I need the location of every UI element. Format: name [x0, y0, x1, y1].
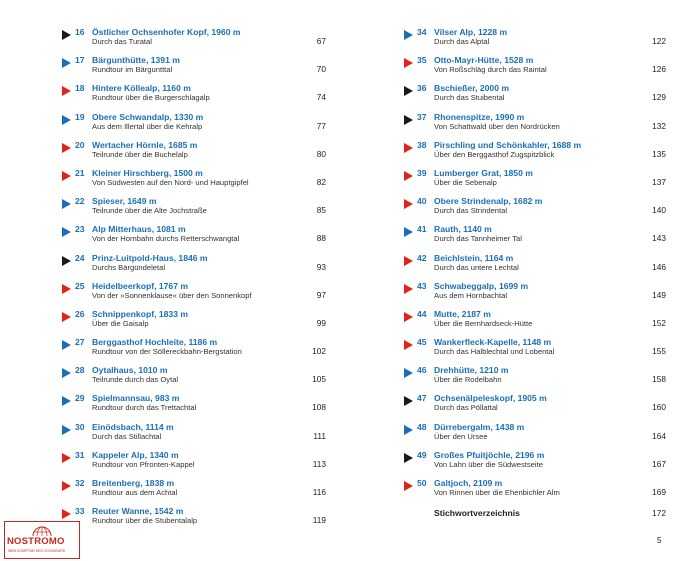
- entry-name: Östlicher Ochsenhofer Kopf: [92, 27, 207, 37]
- toc-entry[interactable]: [404, 365, 666, 393]
- entry-altitude: 1081 m: [156, 224, 186, 235]
- entry-number: 27: [75, 337, 85, 348]
- entry-subtitle: Von Lahn über die Südwestseite: [434, 459, 543, 469]
- entry-subtitle: Über die Rodelbahn: [434, 375, 502, 385]
- entry-name: Otto-Mayr-Hütte: [434, 55, 500, 66]
- toc-column-left: [62, 27, 326, 534]
- entry-page-number: 152: [652, 317, 666, 328]
- toc-entry[interactable]: [404, 337, 666, 365]
- entry-name: Beichlstein: [434, 252, 480, 263]
- entry-subtitle: Über die Sebenalp: [434, 177, 497, 187]
- route-marker-triangle-icon: [62, 368, 71, 378]
- entry-altitude: 1699 m: [498, 280, 529, 291]
- entry-number: 18: [75, 83, 85, 94]
- entry-altitude: 2187 m: [461, 308, 491, 319]
- route-marker-triangle-icon: [62, 30, 71, 40]
- entry-subtitle: Von der »Sonnenklause« über den Sonnenkopf: [92, 290, 252, 300]
- entry-number: 44: [417, 308, 427, 319]
- entry-altitude: 2196 m: [515, 449, 545, 460]
- entry-name: Kappeler Alp: [92, 449, 145, 460]
- entry-page-number: 129: [652, 92, 666, 103]
- entry-name: Schnippenkopf: [92, 308, 155, 319]
- entry-subtitle: Durch das Turatal: [92, 37, 152, 46]
- route-marker-triangle-icon: [404, 481, 413, 491]
- entry-number: 50: [417, 478, 427, 488]
- entry-number: 31: [75, 449, 85, 460]
- entry-altitude: 1960 m: [211, 27, 241, 37]
- entry-page-number: 146: [652, 261, 666, 272]
- entry-subtitle: Rundtour über die Burgerschlagalp: [92, 93, 210, 103]
- entry-title: Großes Pfuitjöchle, 2196 m: [434, 449, 545, 460]
- route-marker-triangle-icon: [62, 340, 71, 350]
- toc-entry[interactable]: [62, 168, 326, 196]
- entry-subtitle: Durch das Strindental: [434, 206, 508, 216]
- toc-entry[interactable]: [62, 365, 326, 393]
- entry-name: Hintere Köllealp: [92, 83, 158, 94]
- index-entry[interactable]: [404, 508, 666, 524]
- entry-page-number: 102: [312, 346, 326, 357]
- entry-name: Obere Strindenalp: [434, 196, 509, 207]
- entry-page-number: 82: [316, 176, 326, 187]
- entry-title: Pirschling und Schönkahler, 1688 m: [434, 139, 582, 150]
- entry-page-number: 149: [652, 289, 666, 300]
- entry-altitude: 1767 m: [158, 280, 189, 291]
- entry-name: Berggasthof Hochleite: [92, 337, 184, 348]
- entry-subtitle: Teilrunde durch das Oytal: [92, 375, 179, 385]
- entry-subtitle: Über die Gaisalp: [92, 318, 149, 328]
- entry-page-number: 97: [316, 289, 326, 300]
- entry-subtitle: Rundtour von Pfronten-Kappel: [92, 459, 195, 469]
- entry-title: Reuter Wanne, 1542 m: [92, 506, 184, 517]
- toc-entry[interactable]: [62, 337, 326, 365]
- entry-subtitle: Über den Ursee: [434, 431, 488, 441]
- entry-number: 23: [75, 224, 85, 235]
- entry-page-number: 158: [652, 374, 666, 385]
- route-marker-triangle-icon: [404, 227, 413, 237]
- index-page-number: 172: [652, 508, 666, 518]
- entry-altitude: 1438 m: [495, 421, 525, 432]
- entry-title: Schwabeggalp, 1699 m: [434, 280, 529, 291]
- entry-number: 29: [75, 393, 85, 404]
- entry-name: Oytalhaus: [92, 365, 134, 376]
- entry-altitude: 1210 m: [479, 365, 509, 376]
- entry-title: Hintere Köllealp, 1160 m: [92, 83, 191, 94]
- route-marker-triangle-icon: [404, 453, 413, 463]
- route-marker-triangle-icon: [404, 312, 413, 322]
- entry-subtitle: Durchs Bärgündeletal: [92, 262, 166, 272]
- entry-altitude: 1160 m: [162, 83, 191, 94]
- route-marker-triangle-icon: [62, 227, 71, 237]
- entry-altitude: 1500 m: [173, 167, 203, 178]
- entry-page-number: 169: [652, 487, 666, 497]
- entry-altitude: 1685 m: [168, 139, 198, 150]
- entry-name: Großes Pfuitjöchle: [434, 449, 511, 460]
- entry-title: Einödsbach, 1114 m: [92, 421, 174, 432]
- entry-page-number: 77: [316, 120, 326, 131]
- entry-title: Bärgunthütte, 1391 m: [92, 55, 180, 66]
- toc-entry[interactable]: [62, 224, 326, 252]
- entry-page-number: 113: [312, 458, 326, 469]
- entry-subtitle: Durch das Alptal: [434, 37, 490, 46]
- entry-altitude: 1010 m: [138, 365, 168, 376]
- entry-page-number: 80: [316, 148, 326, 159]
- entry-title: Ochsenälpeleskopf, 1905 m: [434, 393, 547, 404]
- entry-title: Oytalhaus, 1010 m: [92, 365, 168, 376]
- entry-altitude: 1850 m: [503, 167, 533, 178]
- entry-title: Kleiner Hirschberg, 1500 m: [92, 167, 203, 178]
- toc-entry[interactable]: [404, 224, 666, 252]
- toc-entry[interactable]: [62, 55, 326, 83]
- route-marker-triangle-icon: [404, 115, 413, 125]
- entry-page-number: 135: [652, 148, 666, 159]
- toc-entry[interactable]: [404, 422, 666, 450]
- toc-entry[interactable]: [404, 27, 666, 55]
- entry-name: Bärgunthütte: [92, 55, 146, 66]
- route-marker-triangle-icon: [404, 30, 413, 40]
- entry-title: Schnippenkopf, 1833 m: [92, 308, 189, 319]
- entry-name: Drehhütte: [434, 365, 475, 376]
- entry-title: Spielmannsau, 983 m: [92, 393, 180, 404]
- entry-altitude: 1833 m: [158, 308, 189, 319]
- entry-altitude: 1846 m: [178, 252, 208, 263]
- entry-subtitle: Aus dem Illertal über die Kehralp: [92, 121, 203, 131]
- entry-name: Kleiner Hirschberg: [92, 167, 169, 178]
- entry-altitude: 1682 m: [513, 196, 543, 207]
- nostromo-logo: [4, 521, 80, 559]
- toc-entry[interactable]: [404, 478, 666, 506]
- route-marker-triangle-icon: [62, 425, 71, 435]
- entry-page-number: 167: [652, 458, 666, 469]
- entry-page-number: 88: [316, 233, 326, 244]
- entry-altitude: 1340 m: [149, 449, 179, 460]
- entry-name: Prinz-Luitpold-Haus: [92, 252, 174, 263]
- entry-number: 42: [417, 252, 427, 263]
- entry-number: 49: [417, 449, 427, 460]
- route-marker-triangle-icon: [404, 340, 413, 350]
- route-marker-triangle-icon: [62, 453, 71, 463]
- entry-altitude: 2000 m: [479, 83, 510, 94]
- entry-page-number: 70: [316, 64, 326, 75]
- entry-subtitle: Rundtour von der Söllereckbahn-Bergstation: [92, 347, 242, 357]
- entry-altitude: 1649 m: [127, 196, 157, 207]
- entry-name: Einödsbach: [92, 421, 141, 432]
- entry-page-number: 164: [652, 430, 666, 441]
- route-marker-triangle-icon: [404, 396, 413, 406]
- entry-page-number: 108: [312, 402, 326, 413]
- entry-title: Spieser, 1649 m: [92, 196, 157, 207]
- entry-title: Obere Schwandalp, 1330 m: [92, 111, 204, 122]
- entry-altitude: 2109 m: [473, 478, 503, 488]
- entry-page-number: 93: [316, 261, 326, 272]
- route-marker-triangle-icon: [62, 143, 71, 153]
- route-marker-triangle-icon: [62, 58, 71, 68]
- entry-name: Vilser Alp: [434, 27, 474, 37]
- entry-subtitle: Teilrunde über die Alte Jochstraße: [92, 206, 207, 216]
- toc-entry[interactable]: [62, 281, 326, 309]
- entry-title: Berggasthof Hochleite, 1186 m: [92, 337, 218, 348]
- toc-entry[interactable]: [62, 27, 326, 55]
- toc-entry[interactable]: [62, 83, 326, 111]
- toc-entry[interactable]: [62, 196, 326, 224]
- route-marker-triangle-icon: [62, 284, 71, 294]
- entry-page-number: 132: [652, 120, 666, 131]
- route-marker-triangle-icon: [62, 86, 71, 96]
- toc-entry[interactable]: [404, 168, 666, 196]
- entry-subtitle: Rundtour im Bärguntttal: [92, 65, 173, 75]
- entry-number: 36: [417, 83, 427, 94]
- entry-number: 35: [417, 55, 427, 66]
- entry-subtitle: Durch das Pöllattal: [434, 403, 498, 413]
- toc-entry[interactable]: [62, 309, 326, 337]
- entry-name: Bschießer: [434, 83, 476, 94]
- toc-entry[interactable]: [404, 55, 666, 83]
- toc-entry[interactable]: [404, 309, 666, 337]
- entry-subtitle: Von Roßschläg durch das Raintal: [434, 65, 547, 75]
- entry-page-number: 116: [312, 487, 326, 497]
- entry-page-number: 140: [652, 205, 666, 216]
- route-marker-triangle-icon: [62, 396, 71, 406]
- route-marker-triangle-icon: [404, 284, 413, 294]
- entry-page-number: 99: [316, 317, 326, 328]
- entry-altitude: 1688 m: [551, 139, 582, 150]
- route-marker-triangle-icon: [404, 143, 413, 153]
- entry-altitude: 1186 m: [188, 337, 218, 348]
- entry-subtitle: Von Rinnen über die Ehenbichler Alm: [434, 488, 560, 497]
- entry-title: Kappeler Alp, 1340 m: [92, 449, 179, 460]
- toc-entry[interactable]: [404, 450, 666, 478]
- entry-altitude: 1228 m: [477, 27, 508, 37]
- entry-name: Wankerfleck-Kapelle: [434, 337, 518, 348]
- entry-subtitle: Von der Hornbahn durchs Retterschwangtal: [92, 234, 240, 244]
- toc-entry[interactable]: [62, 506, 326, 534]
- entry-subtitle: Durch das Halblechtal und Lobental: [434, 347, 555, 357]
- entry-number: 34: [417, 27, 427, 37]
- entry-altitude: 1164 m: [484, 252, 514, 263]
- entry-number: 41: [417, 224, 427, 235]
- toc-entry[interactable]: [404, 140, 666, 168]
- entry-title: Prinz-Luitpold-Haus, 1846 m: [92, 252, 208, 263]
- entry-title: Wertacher Hörnle, 1685 m: [92, 139, 198, 150]
- entry-title: Lumberger Grat, 1850 m: [434, 167, 533, 178]
- entry-page-number: 122: [652, 36, 666, 46]
- entry-altitude: 1542 m: [154, 506, 184, 517]
- entry-number: 22: [75, 196, 85, 207]
- entry-page-number: 105: [312, 374, 326, 385]
- entry-number: 17: [75, 55, 85, 66]
- toc-entry[interactable]: [62, 478, 326, 506]
- entry-title: Heidelbeerkopf, 1767 m: [92, 280, 189, 291]
- entry-page-number: 85: [316, 205, 326, 216]
- entry-page-number: 137: [652, 176, 666, 187]
- entry-name: Galtjoch: [434, 478, 469, 488]
- entry-number: 24: [75, 252, 85, 263]
- toc-column-right: [404, 27, 666, 506]
- toc-entry[interactable]: [62, 422, 326, 450]
- entry-number: 40: [417, 196, 427, 207]
- entry-title: Mutte, 2187 m: [434, 308, 491, 319]
- entry-number: 20: [75, 139, 85, 150]
- entry-title: Östlicher Ochsenhofer Kopf, 1960 m: [92, 27, 241, 37]
- entry-title: Bschießer, 2000 m: [434, 83, 510, 94]
- index-label: Stichwortverzeichnis: [434, 508, 520, 518]
- entry-name: Reuter Wanne: [92, 506, 150, 517]
- entry-number: 38: [417, 139, 427, 150]
- entry-subtitle: Über die Bernhardseck-Hütte: [434, 318, 533, 328]
- toc-entry[interactable]: [62, 450, 326, 478]
- logo-name: NOSTROMO: [7, 536, 65, 547]
- entry-number: 47: [417, 393, 427, 404]
- entry-number: 32: [75, 478, 85, 488]
- route-marker-triangle-icon: [62, 171, 71, 181]
- entry-page-number: 111: [313, 430, 326, 441]
- page-number: 5: [657, 536, 662, 545]
- entry-title: Beichlstein, 1164 m: [434, 252, 514, 263]
- entry-title: Wankerfleck-Kapelle, 1148 m: [434, 337, 552, 348]
- route-marker-triangle-icon: [404, 368, 413, 378]
- entry-page-number: 67: [316, 36, 326, 46]
- toc-entry[interactable]: [62, 112, 326, 140]
- route-marker-triangle-icon: [62, 509, 71, 519]
- route-marker-triangle-icon: [62, 115, 71, 125]
- entry-number: 43: [417, 280, 427, 291]
- entry-name: Lumberger Grat: [434, 167, 499, 178]
- entry-subtitle: Über den Berggasthof Zugspitzblick: [434, 149, 555, 159]
- entry-subtitle: Teilrunde über die Buchelalp: [92, 149, 188, 159]
- entry-title: Rauth, 1140 m: [434, 224, 492, 235]
- entry-number: 21: [75, 167, 85, 178]
- route-marker-triangle-icon: [404, 86, 413, 96]
- entry-number: 33: [75, 506, 85, 517]
- entry-page-number: 160: [652, 402, 666, 413]
- entry-name: Schwabeggalp: [434, 280, 495, 291]
- entry-number: 25: [75, 280, 85, 291]
- route-marker-triangle-icon: [62, 312, 71, 322]
- entry-title: Obere Strindenalp, 1682 m: [434, 196, 543, 207]
- entry-name: Alp Mitterhaus: [92, 224, 152, 235]
- entry-title: Breitenberg, 1838 m: [92, 478, 175, 488]
- entry-name: Rauth: [434, 224, 459, 235]
- globe-icon: [31, 523, 53, 536]
- entry-altitude: 1838 m: [145, 478, 175, 488]
- entry-subtitle: Durch das untere Lechtal: [434, 262, 519, 272]
- entry-page-number: 119: [312, 515, 326, 526]
- entry-number: 16: [75, 27, 85, 37]
- entry-altitude: 1391 m: [150, 55, 180, 66]
- entry-altitude: 1990 m: [495, 111, 525, 122]
- entry-subtitle: Rundtour über die Stubentalalp: [92, 516, 198, 526]
- toc-entry[interactable]: [62, 253, 326, 281]
- entry-number: 37: [417, 111, 427, 122]
- entry-altitude: 983 m: [155, 393, 180, 404]
- route-marker-triangle-icon: [404, 58, 413, 68]
- entry-name: Heidelbeerkopf: [92, 280, 155, 291]
- entry-altitude: 1114 m: [145, 421, 174, 432]
- entry-subtitle: Rundtour durch das Trettachtal: [92, 403, 197, 413]
- entry-number: 46: [417, 365, 427, 376]
- entry-name: Breitenberg: [92, 478, 141, 488]
- entry-number: 26: [75, 308, 85, 319]
- entry-page-number: 143: [652, 233, 666, 244]
- entry-name: Pirschling und Schönkahler: [434, 139, 548, 150]
- toc-entry[interactable]: [62, 140, 326, 168]
- entry-name: Ochsenälpeleskopf: [434, 393, 513, 404]
- route-marker-triangle-icon: [404, 256, 413, 266]
- toc-entry[interactable]: [404, 196, 666, 224]
- route-marker-triangle-icon: [404, 425, 413, 435]
- entry-title: Galtjoch, 2109 m: [434, 478, 503, 488]
- entry-title: Rhonenspitze, 1990 m: [434, 111, 525, 122]
- toc-entry[interactable]: [404, 393, 666, 421]
- entry-altitude: 1330 m: [174, 111, 204, 122]
- toc-entry[interactable]: [404, 281, 666, 309]
- entry-altitude: 1905 m: [517, 393, 547, 404]
- toc-entry[interactable]: [404, 112, 666, 140]
- entry-subtitle: Von Südwesten auf den Nord- und Hauptgipfel: [92, 177, 249, 187]
- entry-number: 30: [75, 421, 85, 432]
- entry-name: Spielmannsau: [92, 393, 151, 404]
- entry-page-number: 155: [652, 346, 666, 357]
- entry-subtitle: Durch das Stuibental: [434, 93, 505, 103]
- entry-subtitle: Rundtour aus dem Achtal: [92, 488, 178, 497]
- entry-altitude: 1528 m: [504, 55, 534, 66]
- entry-name: Spieser: [92, 196, 123, 207]
- entry-number: 28: [75, 365, 85, 376]
- route-marker-triangle-icon: [404, 171, 413, 181]
- entry-name: Obere Schwandalp: [92, 111, 170, 122]
- logo-tagline: WEB COMPTOIR DES VOYAGEURS: [8, 549, 65, 553]
- entry-name: Mutte: [434, 308, 457, 319]
- entry-title: Otto-Mayr-Hütte, 1528 m: [434, 55, 534, 66]
- entry-subtitle: Aus dem Hornbachtal: [434, 290, 508, 300]
- entry-number: 45: [417, 337, 427, 348]
- entry-subtitle: Durch das Tannheimer Tal: [434, 234, 522, 244]
- entry-page-number: 74: [316, 92, 326, 103]
- entry-name: Rhonenspitze: [434, 111, 491, 122]
- entry-title: Drehhütte, 1210 m: [434, 365, 509, 376]
- route-marker-triangle-icon: [62, 256, 71, 266]
- entry-subtitle: Von Schattwald über den Nordrücken: [434, 121, 560, 131]
- entry-number: 19: [75, 111, 85, 122]
- route-marker-triangle-icon: [62, 481, 71, 491]
- entry-subtitle: Durch das Stillachtal: [92, 431, 162, 441]
- entry-altitude: 1148 m: [522, 337, 552, 348]
- toc-entry[interactable]: [404, 83, 666, 111]
- entry-title: Alp Mitterhaus, 1081 m: [92, 224, 186, 235]
- entry-number: 39: [417, 167, 427, 178]
- entry-name: Wertacher Hörnle: [92, 139, 164, 150]
- entry-title: Dürrebergalm, 1438 m: [434, 421, 525, 432]
- entry-number: 48: [417, 421, 427, 432]
- entry-name: Dürrebergalm: [434, 421, 491, 432]
- route-marker-triangle-icon: [62, 199, 71, 209]
- toc-entry[interactable]: [404, 253, 666, 281]
- entry-title: Vilser Alp, 1228 m: [434, 27, 508, 37]
- entry-page-number: 126: [652, 64, 666, 75]
- entry-altitude: 1140 m: [463, 224, 492, 235]
- toc-entry[interactable]: [62, 393, 326, 421]
- route-marker-triangle-icon: [404, 199, 413, 209]
